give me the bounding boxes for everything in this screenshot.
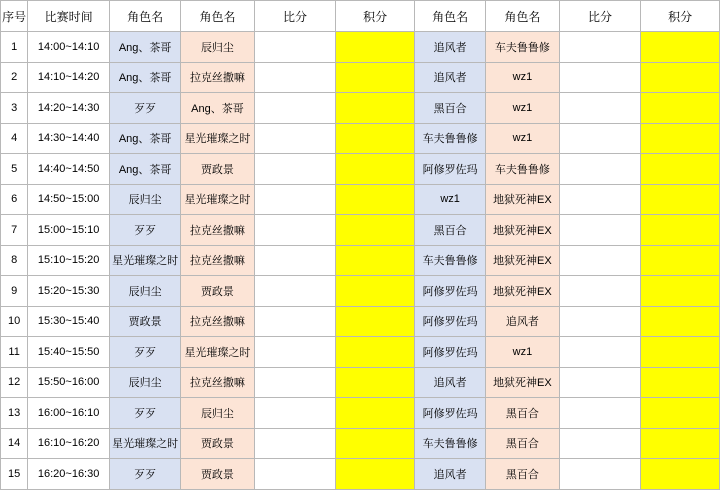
- points-right[interactable]: [641, 367, 720, 398]
- score-right[interactable]: [559, 32, 641, 63]
- score-left[interactable]: [254, 32, 336, 63]
- row-index: 11: [1, 337, 28, 368]
- player-left-a: 星光璀璨之时: [110, 428, 181, 459]
- column-header: 积分: [336, 1, 415, 32]
- table-row: [1, 276, 720, 307]
- score-left[interactable]: [254, 154, 336, 185]
- player-left-b: 拉克丝撒嘛: [181, 215, 254, 246]
- score-right[interactable]: [559, 62, 641, 93]
- table-row: [1, 62, 720, 93]
- match-time: 14:30~14:40: [28, 123, 110, 154]
- player-left-a: Ang、茶哥: [110, 154, 181, 185]
- player-right-b: wz1: [486, 337, 559, 368]
- score-left[interactable]: [254, 276, 336, 307]
- score-left[interactable]: [254, 93, 336, 124]
- player-right-a: 车夫鲁鲁修: [414, 123, 485, 154]
- points-right[interactable]: [641, 93, 720, 124]
- player-left-a: 歹歹: [110, 459, 181, 490]
- points-left[interactable]: [336, 276, 415, 307]
- column-header: 比分: [559, 1, 641, 32]
- row-index: 15: [1, 459, 28, 490]
- points-right[interactable]: [641, 215, 720, 246]
- player-right-b: wz1: [486, 123, 559, 154]
- player-left-a: 辰归尘: [110, 184, 181, 215]
- table-row: [1, 367, 720, 398]
- points-right[interactable]: [641, 306, 720, 337]
- player-right-a: 追风者: [414, 459, 485, 490]
- player-right-a: 追风者: [414, 62, 485, 93]
- row-index: 12: [1, 367, 28, 398]
- score-left[interactable]: [254, 123, 336, 154]
- match-time: 16:00~16:10: [28, 398, 110, 429]
- points-left[interactable]: [336, 32, 415, 63]
- match-time: 16:10~16:20: [28, 428, 110, 459]
- player-right-b: 追风者: [486, 306, 559, 337]
- player-left-b: 贾政景: [181, 428, 254, 459]
- match-time: 15:50~16:00: [28, 367, 110, 398]
- points-left[interactable]: [336, 306, 415, 337]
- player-right-b: 地狱死神EX: [486, 215, 559, 246]
- player-left-b: 贾政景: [181, 276, 254, 307]
- points-right[interactable]: [641, 62, 720, 93]
- table-row: [1, 215, 720, 246]
- row-index: 4: [1, 123, 28, 154]
- score-right[interactable]: [559, 184, 641, 215]
- row-index: 9: [1, 276, 28, 307]
- table-row: [1, 123, 720, 154]
- score-left[interactable]: [254, 184, 336, 215]
- player-left-b: 拉克丝撒嘛: [181, 245, 254, 276]
- score-left[interactable]: [254, 245, 336, 276]
- row-index: 8: [1, 245, 28, 276]
- player-left-b: 星光璀璨之时: [181, 123, 254, 154]
- player-right-b: 黑百合: [486, 428, 559, 459]
- player-right-a: 阿修罗佐玛: [414, 306, 485, 337]
- points-right[interactable]: [641, 245, 720, 276]
- points-left[interactable]: [336, 245, 415, 276]
- player-right-b: 黑百合: [486, 398, 559, 429]
- player-left-a: 星光璀璨之时: [110, 245, 181, 276]
- match-time: 15:30~15:40: [28, 306, 110, 337]
- player-left-b: 拉克丝撒嘛: [181, 367, 254, 398]
- row-index: 7: [1, 215, 28, 246]
- points-right[interactable]: [641, 184, 720, 215]
- match-time: 16:20~16:30: [28, 459, 110, 490]
- score-left[interactable]: [254, 337, 336, 368]
- score-left[interactable]: [254, 428, 336, 459]
- match-time: 14:20~14:30: [28, 93, 110, 124]
- score-right[interactable]: [559, 398, 641, 429]
- match-time: 14:40~14:50: [28, 154, 110, 185]
- player-left-a: 歹歹: [110, 93, 181, 124]
- player-left-b: 拉克丝撒嘛: [181, 62, 254, 93]
- player-right-a: wz1: [414, 184, 485, 215]
- row-index: 10: [1, 306, 28, 337]
- table-row: [1, 428, 720, 459]
- points-right[interactable]: [641, 32, 720, 63]
- score-right[interactable]: [559, 123, 641, 154]
- column-header: 角色名: [181, 1, 254, 32]
- table-row: [1, 398, 720, 429]
- column-header: 角色名: [414, 1, 485, 32]
- player-left-b: 星光璀璨之时: [181, 337, 254, 368]
- points-left[interactable]: [336, 154, 415, 185]
- points-left[interactable]: [336, 62, 415, 93]
- score-right[interactable]: [559, 245, 641, 276]
- table-row: [1, 154, 720, 185]
- table-row: [1, 93, 720, 124]
- table-row: [1, 245, 720, 276]
- points-left[interactable]: [336, 215, 415, 246]
- player-right-a: 阿修罗佐玛: [414, 276, 485, 307]
- player-right-a: 阿修罗佐玛: [414, 337, 485, 368]
- score-right[interactable]: [559, 428, 641, 459]
- match-time: 14:10~14:20: [28, 62, 110, 93]
- row-index: 1: [1, 32, 28, 63]
- score-right[interactable]: [559, 459, 641, 490]
- player-right-b: 车夫鲁鲁修: [486, 32, 559, 63]
- score-right[interactable]: [559, 276, 641, 307]
- points-left[interactable]: [336, 459, 415, 490]
- points-right[interactable]: [641, 276, 720, 307]
- player-right-b: 地狱死神EX: [486, 184, 559, 215]
- player-right-a: 阿修罗佐玛: [414, 154, 485, 185]
- player-left-a: 辰归尘: [110, 367, 181, 398]
- score-right[interactable]: [559, 337, 641, 368]
- player-left-a: Ang、茶哥: [110, 123, 181, 154]
- score-right[interactable]: [559, 93, 641, 124]
- score-left[interactable]: [254, 306, 336, 337]
- points-right[interactable]: [641, 428, 720, 459]
- player-left-a: Ang、茶哥: [110, 62, 181, 93]
- match-time: 15:10~15:20: [28, 245, 110, 276]
- player-right-a: 车夫鲁鲁修: [414, 428, 485, 459]
- column-header: 角色名: [110, 1, 181, 32]
- player-left-b: 贾政景: [181, 154, 254, 185]
- score-left[interactable]: [254, 367, 336, 398]
- row-index: 14: [1, 428, 28, 459]
- player-right-a: 追风者: [414, 32, 485, 63]
- row-index: 6: [1, 184, 28, 215]
- score-left[interactable]: [254, 459, 336, 490]
- score-right[interactable]: [559, 367, 641, 398]
- player-right-a: 追风者: [414, 367, 485, 398]
- points-left[interactable]: [336, 337, 415, 368]
- points-right[interactable]: [641, 459, 720, 490]
- table-row: [1, 306, 720, 337]
- player-right-b: 地狱死神EX: [486, 245, 559, 276]
- score-left[interactable]: [254, 398, 336, 429]
- player-left-a: 歹歹: [110, 337, 181, 368]
- player-left-b: 星光璀璨之时: [181, 184, 254, 215]
- points-left[interactable]: [336, 184, 415, 215]
- points-left[interactable]: [336, 93, 415, 124]
- points-left[interactable]: [336, 123, 415, 154]
- row-index: 13: [1, 398, 28, 429]
- player-left-b: 辰归尘: [181, 398, 254, 429]
- player-left-a: 歹歹: [110, 398, 181, 429]
- match-time: 14:00~14:10: [28, 32, 110, 63]
- score-left[interactable]: [254, 62, 336, 93]
- player-right-a: 阿修罗佐玛: [414, 398, 485, 429]
- table-header-row: [1, 1, 720, 32]
- player-right-a: 车夫鲁鲁修: [414, 245, 485, 276]
- column-header: 角色名: [486, 1, 559, 32]
- match-time: 14:50~15:00: [28, 184, 110, 215]
- player-left-a: 歹歹: [110, 215, 181, 246]
- player-right-b: 车夫鲁鲁修: [486, 154, 559, 185]
- player-left-a: 辰归尘: [110, 276, 181, 307]
- score-left[interactable]: [254, 215, 336, 246]
- table-row: [1, 32, 720, 63]
- player-right-b: wz1: [486, 93, 559, 124]
- table-row: [1, 184, 720, 215]
- points-left[interactable]: [336, 398, 415, 429]
- table-row: [1, 459, 720, 490]
- row-index: 2: [1, 62, 28, 93]
- match-time: 15:00~15:10: [28, 215, 110, 246]
- points-right[interactable]: [641, 123, 720, 154]
- player-left-a: Ang、茶哥: [110, 32, 181, 63]
- player-right-b: 黑百合: [486, 459, 559, 490]
- points-right[interactable]: [641, 398, 720, 429]
- player-left-b: 贾政景: [181, 459, 254, 490]
- player-right-b: wz1: [486, 62, 559, 93]
- score-right[interactable]: [559, 306, 641, 337]
- player-right-a: 黑百合: [414, 215, 485, 246]
- column-header: 比赛时间: [28, 1, 110, 32]
- match-time: 15:40~15:50: [28, 337, 110, 368]
- table-row: [1, 337, 720, 368]
- player-left-b: 拉克丝撒嘛: [181, 306, 254, 337]
- column-header: 比分: [254, 1, 336, 32]
- match-time: 15:20~15:30: [28, 276, 110, 307]
- player-left-b: Ang、茶哥: [181, 93, 254, 124]
- column-header: 积分: [641, 1, 720, 32]
- player-left-a: 贾政景: [110, 306, 181, 337]
- points-left[interactable]: [336, 428, 415, 459]
- column-header: 序号: [1, 1, 28, 32]
- row-index: 3: [1, 93, 28, 124]
- player-right-b: 地狱死神EX: [486, 276, 559, 307]
- points-right[interactable]: [641, 154, 720, 185]
- player-right-b: 地狱死神EX: [486, 367, 559, 398]
- points-right[interactable]: [641, 337, 720, 368]
- points-left[interactable]: [336, 367, 415, 398]
- score-right[interactable]: [559, 154, 641, 185]
- player-right-a: 黑百合: [414, 93, 485, 124]
- player-left-b: 辰归尘: [181, 32, 254, 63]
- row-index: 5: [1, 154, 28, 185]
- score-right[interactable]: [559, 215, 641, 246]
